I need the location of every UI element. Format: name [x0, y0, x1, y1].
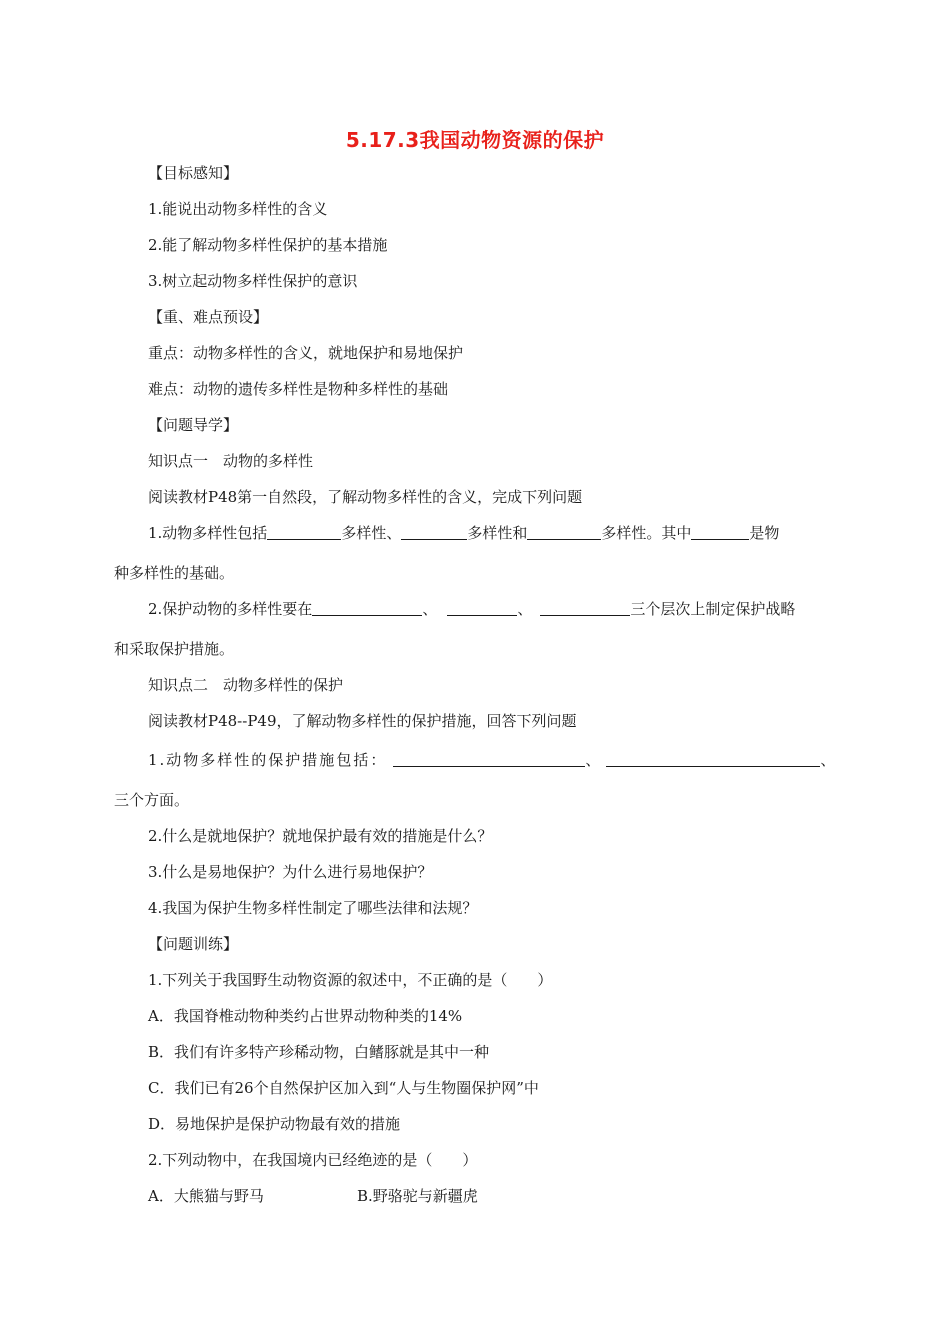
train-q2-option-a: A．大熊猫与野马 — [148, 1187, 264, 1205]
separator: 、 — [820, 751, 836, 769]
goal-header: 【目标感知】 — [148, 164, 239, 182]
kp2-question-3: 3.什么是易地保护？为什么进行易地保护？ — [148, 863, 433, 881]
goal-1: 1.能说出动物多样性的含义 — [148, 200, 328, 218]
kp1-question-2 — [148, 599, 795, 619]
kp1-title: 知识点一 动物的多样性 — [148, 452, 314, 470]
kp2-q1-text-a: 1.动物多样性的保护措施包括： — [148, 751, 388, 769]
goal-3: 3.树立起动物多样性保护的意识 — [148, 272, 358, 290]
train-question-2: 2.下列动物中，在我国境内已经绝迹的是（ ） — [148, 1151, 478, 1169]
kp2-title: 知识点二 动物多样性的保护 — [148, 676, 344, 694]
separator: 、 — [585, 751, 601, 769]
page-title: 5.17.3我国动物资源的保护 — [345, 128, 605, 152]
train-q1-option-a: A．我国脊椎动物种类约占世界动物种类的14% — [148, 1007, 463, 1025]
guide-header: 【问题导学】 — [148, 416, 239, 434]
kp2-question-1-continued: 三个方面。 — [114, 791, 190, 809]
kp2-question-1 — [148, 750, 835, 770]
kp2-question-2: 2.什么是就地保护？就地保护最有效的措施是什么？ — [148, 827, 493, 845]
answer-blank[interactable] — [312, 599, 422, 616]
separator: 、 — [517, 600, 533, 618]
key-header: 【重、难点预设】 — [148, 308, 269, 326]
train-q2-option-b: B.野骆驼与新疆虎 — [357, 1187, 478, 1205]
kp1-q1-text-c: 多样性和 — [467, 524, 528, 542]
answer-blank[interactable] — [393, 750, 585, 767]
kp1-reading-instruction: 阅读教材P48第一自然段，了解动物多样性的含义，完成下列问题 — [148, 488, 583, 506]
kp1-question-2-continued: 和采取保护措施。 — [114, 640, 235, 658]
answer-blank[interactable] — [527, 523, 601, 540]
train-q1-option-c: C．我们已有26个自然保护区加入到“人与生物圈保护网”中 — [148, 1079, 539, 1097]
kp1-q1-text-b: 多样性、 — [341, 524, 402, 542]
goal-2: 2.能了解动物多样性保护的基本措施 — [148, 236, 388, 254]
train-header: 【问题训练】 — [148, 935, 239, 953]
answer-blank[interactable] — [267, 523, 341, 540]
kp2-reading-instruction: 阅读教材P48--P49，了解动物多样性的保护措施，回答下列问题 — [148, 712, 577, 730]
kp1-q1-text-d: 多样性。其中 — [601, 524, 692, 542]
train-q1-option-d: D．易地保护是保护动物最有效的措施 — [148, 1115, 401, 1133]
separator: 、 — [422, 600, 438, 618]
kp1-q1-text-e: 是物 — [749, 524, 780, 542]
difficult-point: 难点：动物的遗传多样性是物种多样性的基础 — [148, 380, 449, 398]
answer-blank[interactable] — [606, 750, 820, 767]
answer-blank[interactable] — [691, 523, 749, 540]
answer-blank[interactable] — [401, 523, 467, 540]
kp2-question-4: 4.我国为保护生物多样性制定了哪些法律和法规？ — [148, 899, 478, 917]
answer-blank[interactable] — [540, 599, 630, 616]
train-q1-option-b: B．我们有许多特产珍稀动物，白鳍豚就是其中一种 — [148, 1043, 490, 1061]
kp1-question-1-continued: 种多样性的基础。 — [114, 564, 235, 582]
kp1-q2-text-a: 2.保护动物的多样性要在 — [148, 600, 313, 618]
train-question-1: 1.下列关于我国野生动物资源的叙述中，不正确的是（ ） — [148, 971, 553, 989]
key-point: 重点：动物多样性的含义，就地保护和易地保护 — [148, 344, 464, 362]
kp1-q2-text-b: 三个层次上制定保护战略 — [630, 600, 796, 618]
kp1-q1-text-a: 1.动物多样性包括 — [148, 524, 268, 542]
kp1-question-1 — [148, 523, 779, 543]
answer-blank[interactable] — [447, 599, 517, 616]
